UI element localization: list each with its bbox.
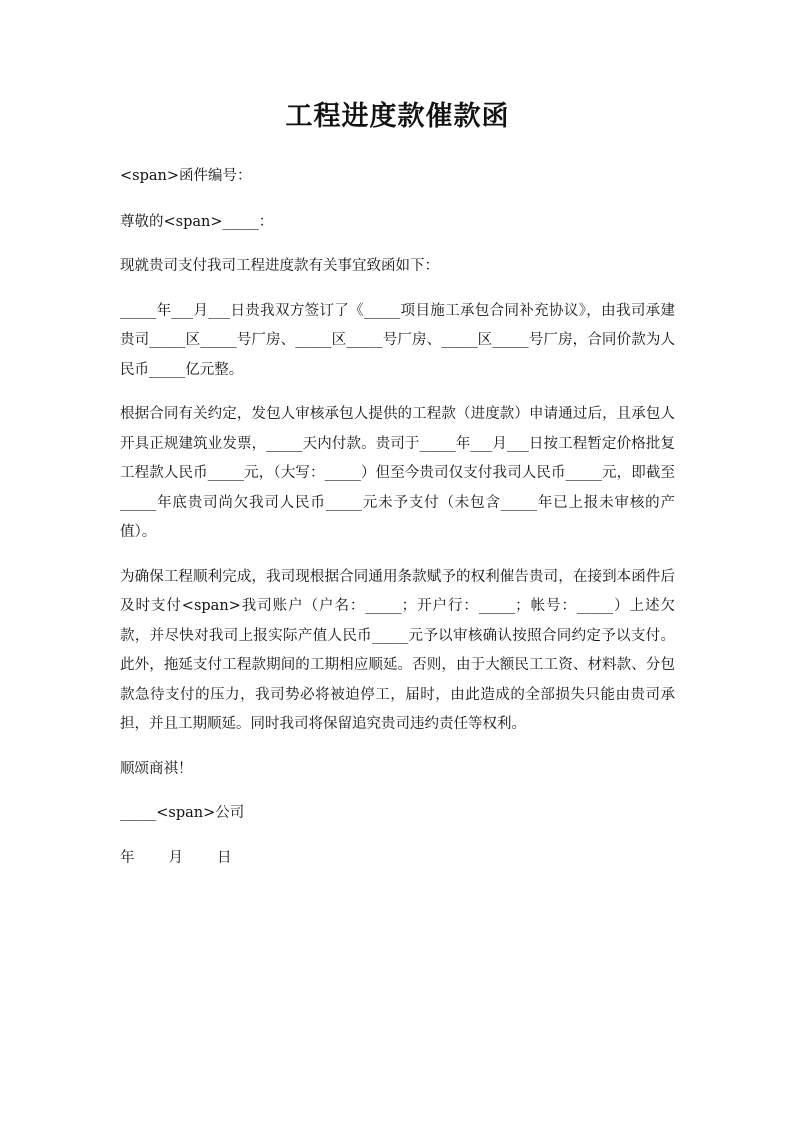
date-year: 年: [120, 849, 135, 866]
intro-paragraph: 现就贵司支付我司工程进度款有关事宜致函如下：: [120, 258, 439, 274]
letter-number-line: <span>函件编号：: [120, 168, 252, 184]
document-title: 工程进度款催款函: [285, 101, 510, 132]
demand-paragraph: 为确保工程顺利完成，我司现根据合同通用条款赋予的权利催告贵司，在接到本函件后及时支付<span>我司账户（户名：_____；开户行：_____；帐号：_____）上述欠款，并尽快对我司上报实际产值人民币_____元予以审核确认按照合同约定予以支付。此外，拖延支付工程款期间的工期相应顺延。否则，由于大额民工工资、材料款、分包款急待支付的压力，我司势必将被迫停工，届时，由此造成的全部损失只能由贵司承担，并且工期顺延。同时我司将保留追究贵司违约责任等权利。: [120, 568, 675, 732]
contract-paragraph: _____年___月___日贵我双方签订了《_____项目施工承包合同补充协议》，由我司承建贵司_____区_____号厂房、_____区_____号厂房、_____区_____号厂房，合同价款为人民币_____亿元整。: [120, 302, 675, 378]
date-day: 日: [217, 849, 232, 866]
salutation-line: 尊敬的<span>_____：: [120, 213, 274, 230]
payment-terms-paragraph: 根据合同有关约定，发包人审核承包人提供的工程款（进度款）申请通过后，且承包人开具正规建筑业发票，_____天内付款。贵司于_____年___月___日按工程暂定价格批复工程款人民币_____元，（大写：_____）但至今贵司仅支付我司人民币_____元，即截至_____年底贵司尚欠我司人民币_____元未予支付（未包含_____年已上报未审核的产值）。: [120, 406, 675, 540]
date-line: [120, 844, 675, 874]
closing-line: 顺颂商祺！: [120, 760, 193, 777]
date-month: 月: [168, 849, 183, 866]
company-signature-line: _____<span>公司: [120, 805, 245, 821]
